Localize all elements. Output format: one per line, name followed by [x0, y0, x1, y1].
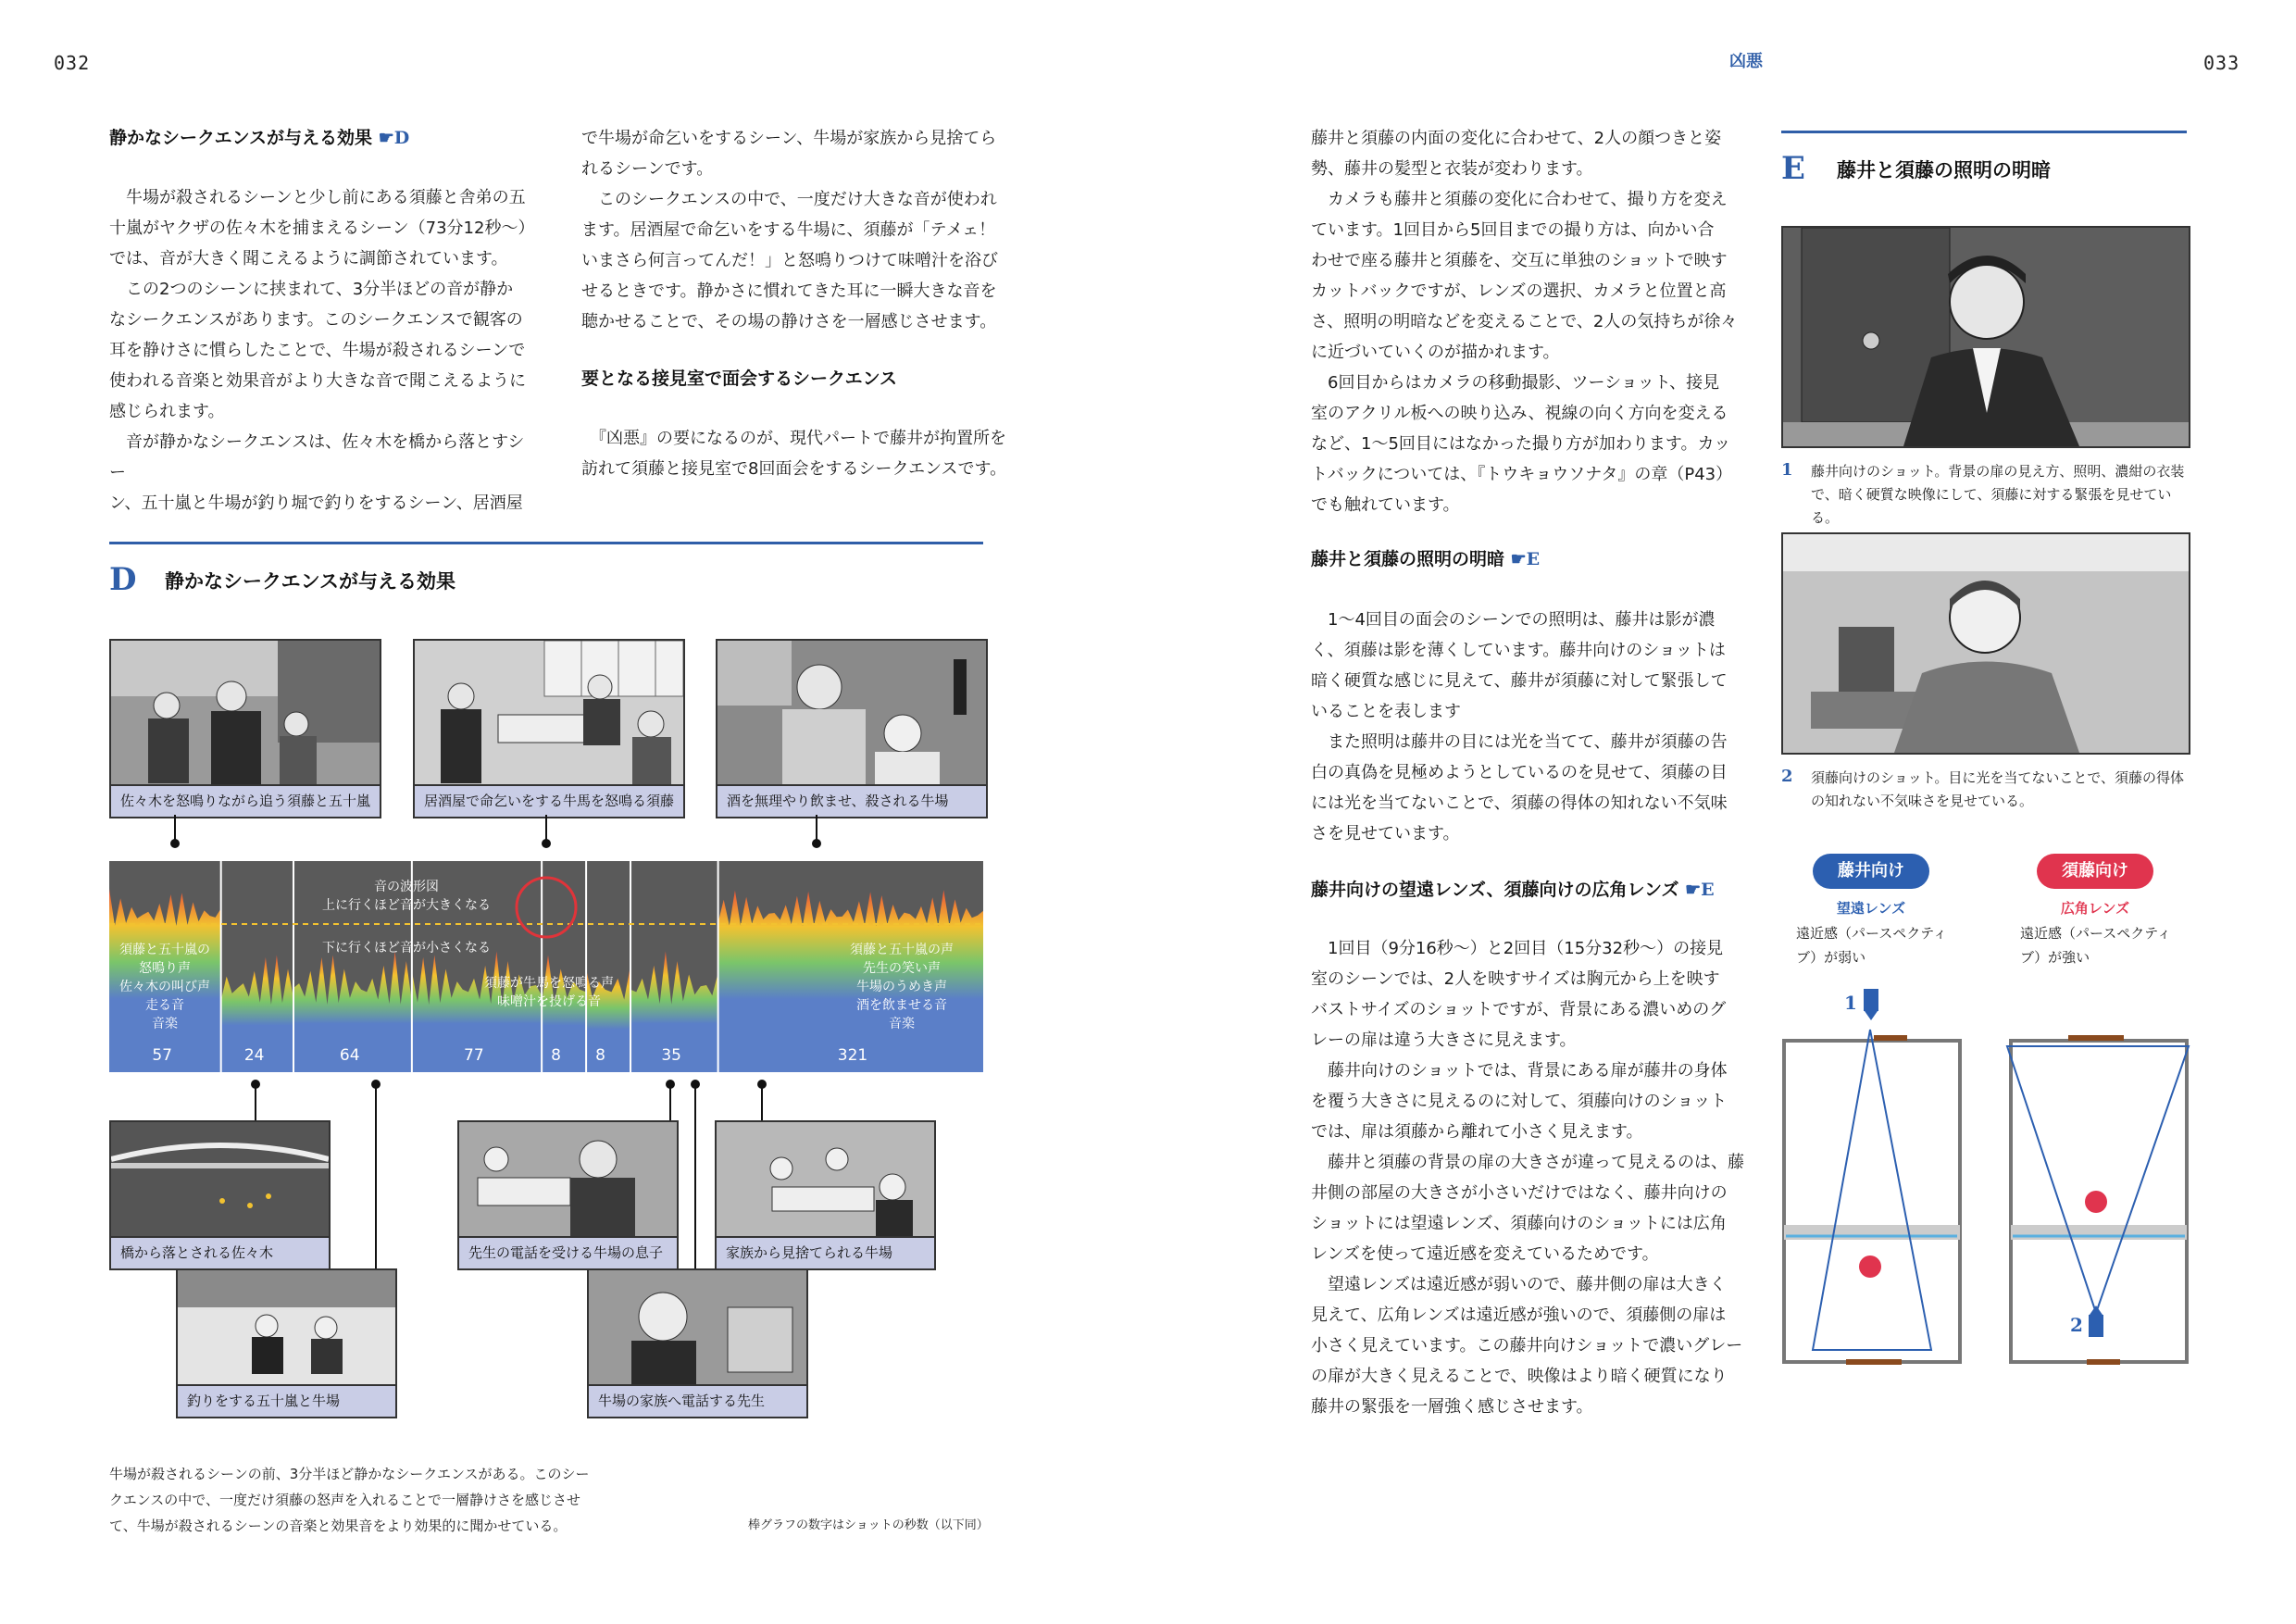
still-son-illustration: [459, 1122, 677, 1238]
wave-subtitle-top: 上に行くほど音が大きくなる: [322, 898, 491, 913]
acrylic-panel: [1784, 1225, 1960, 1240]
note-line: 走る音: [145, 998, 184, 1013]
still-caption: 釣りをする五十嵐と牛場: [178, 1384, 395, 1417]
still-teacher-phone: [587, 1268, 808, 1418]
fov-wide: [2007, 1046, 2189, 1313]
shot-seconds-label: 64: [339, 1046, 360, 1065]
heading-lenses: [1311, 876, 1715, 904]
note-line: 味噌汁を投げる音: [497, 994, 601, 1009]
connector-line: [694, 1083, 696, 1268]
segment-note-1: [109, 941, 220, 1033]
still-family-illustration: [717, 1122, 934, 1238]
door-sudo-back: [2087, 1359, 2120, 1365]
shot-seconds-label: 57: [152, 1046, 172, 1065]
connector-line: [761, 1083, 763, 1120]
section-d-letter: D: [109, 561, 137, 598]
still-caption: 牛場の家族へ電話する先生: [589, 1384, 806, 1417]
note-line: 須藤と五十嵐の: [119, 943, 210, 957]
subject-fujii-icon: [2085, 1191, 2107, 1213]
note-line: 須藤と五十嵐の声: [850, 943, 954, 957]
note-line: 音楽: [889, 1017, 915, 1031]
photo-sudo-shot: [1781, 532, 2190, 755]
heading-text: 藤井と須藤の照明の明暗: [1311, 549, 1505, 569]
door-sudo: [2068, 1035, 2124, 1041]
left-col1-body: 牛場が殺されるシーンと少し前にある須藤と舎弟の五 十嵐がヤクザの佐々木を捕まえるシーン（73分12秒〜） では、音が大きく聞こえるように調節されています。 この2つのシーンに挟まれて、3分半ほどの音が静か なシークエンスがあります。このシークエンスで観客の 耳を静けさに慣らしたことで、牛場が殺されるシーンで 使われる音楽と効果音がより大きな音で聞こえるように 感じられます。 音が静かなシークエンスは、佐々木を橋から落とすシー ン、五十嵐と牛場が釣り堀で釣りをするシーン、居酒屋: [109, 188, 535, 513]
shot-seconds-label: 77: [464, 1046, 484, 1065]
note-line: 佐々木の叫び声: [119, 980, 210, 994]
still-caption: 先生の電話を受ける牛場の息子: [459, 1236, 677, 1268]
still-caption: 橋から落とされる佐々木: [111, 1236, 329, 1268]
still-son-phone: [457, 1120, 679, 1270]
right-body-b: 1〜4回目の面会のシーンでの照明は、藤井は影が濃 く、須藤は影を薄くしています。藤井向けのショットは 暗く硬質な感じに見えて、藤井が須藤に対して緊張して いることを表します また照明は藤井の目には光を当てて、藤井が須藤の告 白の真偽を見極めようとしているのを見せて、須藤の目 には光を当てないことで、須藤の得体の知れない不気味 さを見せています。: [1311, 610, 1728, 843]
shot-seconds-label: 24: [243, 1046, 265, 1065]
still-fishing: [176, 1268, 397, 1418]
still-caption: 家族から見捨てられる牛場: [717, 1236, 934, 1268]
lens-wide-label: 広角レンズ: [2060, 900, 2130, 917]
right-page-number: 033: [2203, 52, 2240, 74]
heading-lighting: [1311, 545, 1540, 573]
camera-2-label: 2: [2070, 1314, 2083, 1336]
left-col2-body-b: 『凶悪』の要になるのが、現代パートで藤井が拘置所を 訪れて須藤と接見室で8回面会をするシークエンスです。: [581, 429, 1007, 479]
section-e-title: 藤井と須藤の照明の明暗: [1837, 159, 2051, 181]
chapter-title: 凶悪: [1729, 52, 1763, 71]
note-line: 音楽: [152, 1017, 178, 1031]
section-e-rule: [1781, 131, 2187, 133]
shot-seconds-label: 8: [595, 1046, 605, 1065]
pill-fujii: 藤井向け: [1813, 854, 1929, 889]
chart-unit-note: 棒グラフの数字はショットの秒数（以下同）: [748, 1518, 989, 1532]
waveform-chart: [109, 861, 983, 1072]
camera-1-icon: [1864, 989, 1878, 1011]
still-drinking-illustration: [718, 641, 986, 789]
connector-line: [375, 1083, 377, 1268]
photo-1-caption: 藤井向けのショット。背景の扉の見え方、照明、濃紺の衣装 で、暗く硬質な映像にして、須藤に対する緊張を見せている。: [1811, 463, 2185, 526]
left-col2-body-a: で牛場が命乞いをするシーン、牛場が家族から見捨てら れるシーンです。 このシークエンスの中で、一度だけ大きな音が使われ ます。居酒屋で命乞いをする牛場に、須藤が「テメェ！ いまさら何言ってんだ！」と怒鳴りつけて味噌汁を浴び せるときです。静かさに慣れてきた耳に一瞬大きな音を 聴かせることで、その場の静けさを一層感じさせます。: [581, 129, 998, 331]
note-line: 酒を飲ませる音: [856, 998, 947, 1013]
heading-text: 藤井向けの望遠レンズ、須藤向けの広角レンズ: [1311, 880, 1679, 900]
note-line: 怒鳴り声: [139, 961, 191, 976]
still-izakaya-illustration: [415, 641, 683, 789]
heading-quiet-sequence: [109, 124, 409, 152]
wave-title: 音の波形図: [374, 880, 439, 894]
figure-d-caption: 牛場が殺されるシーンの前、3分半ほど静かなシークエンスがある。このシー クエンスの中で、一度だけ須藤の怒声を入れることで一層静けさを感じさせ て、牛場が殺されるシーンの音楽と効果音をより効果的に聞かせている。: [109, 1466, 590, 1534]
room-fujii: [1784, 1041, 1960, 1362]
still-teacher-illustration: [589, 1270, 806, 1386]
note-line: 須藤が牛馬を怒鳴る声: [484, 976, 614, 991]
shot-seconds-label: 35: [661, 1046, 681, 1065]
acrylic-panel: [2011, 1225, 2187, 1240]
reference-e: ☛E: [1510, 549, 1541, 569]
photo-2-caption: 須藤向けのショット。目に光を当てないことで、須藤の得体 の知れない不気味さを見せている。: [1811, 769, 2185, 809]
segment-note-4: [461, 974, 637, 1011]
still-bridge-illustration: [111, 1122, 329, 1238]
section-e-letter: E: [1781, 150, 1805, 187]
still-fishing-illustration: [178, 1270, 395, 1386]
lens-diagram: [1781, 980, 2198, 1378]
still-caption: 佐々木を怒鳴りながら追う須藤と五十嵐: [111, 784, 380, 817]
connector-line: [669, 1083, 671, 1120]
still-caption: 居酒屋で命乞いをする牛馬を怒鳴る須藤: [415, 784, 683, 817]
subject-sudo-icon: [1859, 1255, 1881, 1278]
camera-2-icon: [2089, 1315, 2103, 1337]
lens-telephoto-desc: 遠近感（パースペクティ ブ）が弱い: [1796, 925, 1948, 966]
reference-d: ☛D: [378, 128, 410, 148]
connector-dot: [812, 839, 821, 848]
left-page-number: 032: [54, 52, 91, 74]
still-family-abandons: [715, 1120, 936, 1270]
heading-text: 静かなシークエンスが与える効果: [109, 128, 373, 148]
still-chase: [109, 639, 381, 818]
right-body-c: 1回目（9分16秒〜）と2回目（15分32秒〜）の接見 室のシーンでは、2人を映すサイズは胸元から上を映す バストサイズのショットですが、背景にある濃いめのグ レーの扉は違う大きさに見えます。 藤井向けのショットでは、背景にある扉が藤井の身体 を覆う大きさに見えるのに対して、須藤向けのショット では、扉は須藤から離れて小さく見えます。 藤井と須藤の背景の扉の大きさが違って見えるのは、藤 井側の部屋の大きさが小さいだけではなく、藤井向けの ショットには望遠レンズ、須藤向けのショットには広角 レンズを使って遠近感を変えているためです。 望遠レンズは遠近感が弱いので、藤井側の扉は大きく 見えて、広角レンズは遠近感が強いので、須藤側の扉は 小さく見えています。この藤井向けショットで濃いグレー の扉が大きく見えることで、映像はより暗く硬質になり 藤井の緊張を一層強く感じさせます。: [1311, 939, 1744, 1417]
photo-fujii-illustration: [1783, 228, 2189, 446]
photo-fujii-shot: [1781, 226, 2190, 448]
note-line: 先生の笑い声: [863, 961, 941, 976]
right-body-a: 藤井と須藤の内面の変化に合わせて、2人の顔つきと姿 勢、藤井の髪型と衣装が変わります。 カメラも藤井と須藤の変化に合わせて、撮り方を変え ています。1回目から5回目までの撮り方は、向かい合 わせで座る藤井と須藤を、交互に単独のショットで映す カットバックですが、レンズの選択、カメラと位置と高 さ、照明の明暗などを変えることで、2人の気持ちが徐々 に近づいていくのが描かれます。 6回目からはカメラの移動撮影、ツーショット、接見 室のアクリル板への映り込み、視線の向く方向を変える など、1〜5回目にはなかった撮り方が加わります。カッ トバックについては、『トウキョウソナタ』の章（P43） でも触れています。: [1311, 129, 1738, 515]
section-d-rule: [109, 542, 983, 544]
still-forced-drinking: [716, 639, 988, 818]
pill-sudo: 須藤向け: [2037, 854, 2153, 889]
reference-e: ☛E: [1685, 880, 1715, 900]
connector-line: [255, 1083, 256, 1120]
still-izakaya: [413, 639, 685, 818]
camera-1-label: 1: [1844, 992, 1857, 1014]
still-chase-illustration: [111, 641, 380, 789]
still-bridge: [109, 1120, 331, 1270]
door-fujii-back: [1846, 1359, 1902, 1365]
photo-2-number: 2: [1781, 767, 1793, 786]
door-fujii: [1874, 1035, 1907, 1041]
photo-sudo-illustration: [1783, 534, 2189, 753]
photo-1-number: 1: [1781, 460, 1793, 480]
section-d-title: 静かなシークエンスが与える効果: [165, 570, 455, 593]
shot-seconds-label: 321: [837, 1046, 868, 1065]
lens-telephoto-label: 望遠レンズ: [1836, 900, 1906, 917]
fov-telephoto: [1813, 1030, 1931, 1350]
connector-dot: [170, 839, 180, 848]
lens-wide-desc: 遠近感（パースペクティ ブ）が強い: [2020, 925, 2172, 966]
wave-subtitle-bottom: 下に行くほど音が小さくなる: [322, 941, 491, 956]
shot-seconds-label: 8: [551, 1046, 561, 1065]
segment-note-8: [820, 941, 983, 1033]
still-caption: 酒を無理やり飲ませ、殺される牛場: [718, 784, 986, 817]
heading-visit-sequence: 要となる接見室で面会するシークエンス: [581, 369, 898, 389]
note-line: 牛場のうめき声: [856, 980, 947, 994]
connector-dot: [542, 839, 551, 848]
